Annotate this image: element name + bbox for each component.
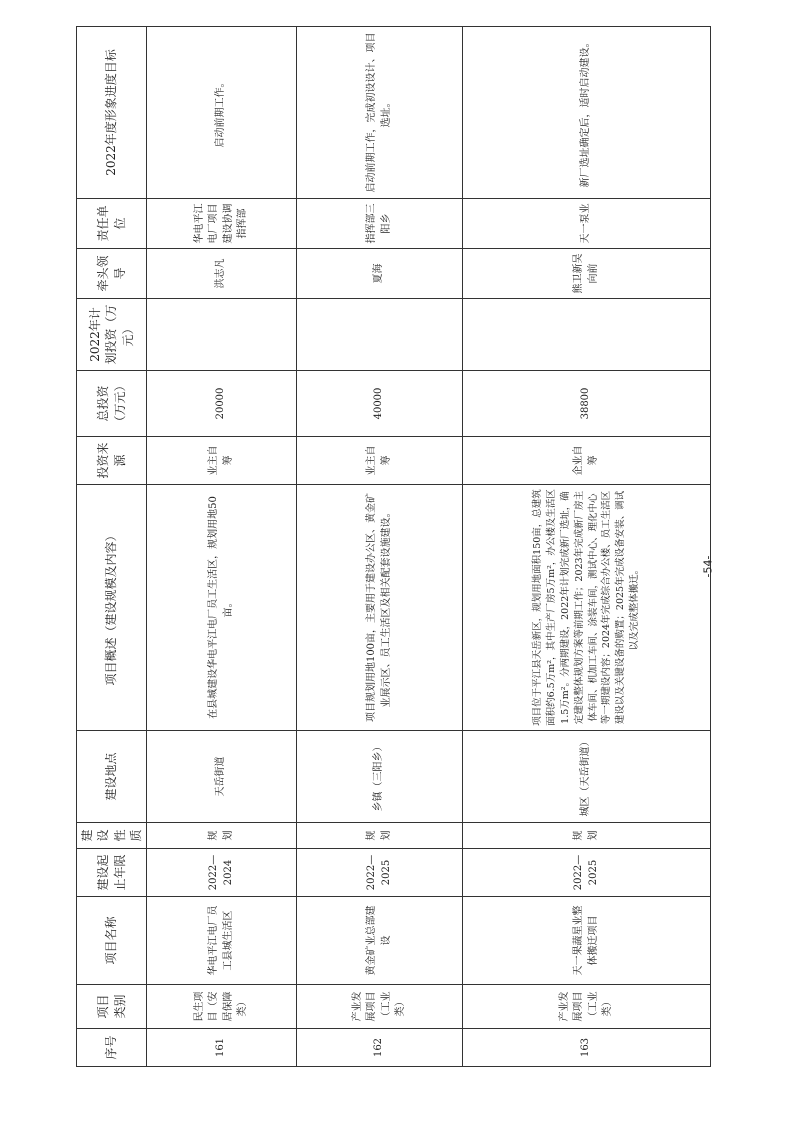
header-source: 投资来源 bbox=[77, 437, 147, 485]
cell-nature: 规划 bbox=[147, 823, 297, 849]
cell-total: 38800 bbox=[463, 371, 711, 437]
header-seq: 序号 bbox=[77, 1029, 147, 1067]
cell-location: 城区（天岳街道） bbox=[463, 731, 711, 823]
table-row bbox=[147, 27, 297, 1067]
cell-unit: 华电平江电厂项目建设协调指挥部 bbox=[147, 199, 297, 249]
header-target: 2022年度形象进度目标 bbox=[77, 27, 147, 199]
project-table bbox=[76, 26, 711, 1067]
cell-category: 产业发展项目（工业类） bbox=[297, 985, 463, 1029]
cell-location: 天岳街道 bbox=[147, 731, 297, 823]
cell-plan2022 bbox=[463, 299, 711, 371]
cell-category: 产业发展项目（工业类） bbox=[463, 985, 711, 1029]
cell-plan2022 bbox=[147, 299, 297, 371]
cell-category: 民生项目（安居保障类） bbox=[147, 985, 297, 1029]
cell-period: 2022—2025 bbox=[297, 849, 463, 897]
header-plan2022: 2022年计划投资（万元） bbox=[77, 299, 147, 371]
cell-target: 启动前期工作，完成初设设计、项目选址。 bbox=[297, 27, 463, 199]
table-row bbox=[297, 27, 463, 1067]
header-unit: 责任单位 bbox=[77, 199, 147, 249]
cell-source: 企业自筹 bbox=[463, 437, 711, 485]
cell-period: 2022—2025 bbox=[463, 849, 711, 897]
page-number: -54- bbox=[701, 555, 715, 578]
cell-nature: 规划 bbox=[463, 823, 711, 849]
cell-unit: 指挥部三阳乡 bbox=[297, 199, 463, 249]
header-overview: 项目概述（建设规模及内容） bbox=[77, 485, 147, 731]
header-location: 建设地点 bbox=[77, 731, 147, 823]
cell-leader: 夏海 bbox=[297, 249, 463, 299]
cell-total: 20000 bbox=[147, 371, 297, 437]
cell-unit: 天一泵业 bbox=[463, 199, 711, 249]
cell-overview: 项目位于平江县天岳新区，规划用地面积150亩，总建筑面积约6.5万m²，其中生产厂房5万m²，办公楼及生活区1.5万m²。分两期建设，2022年计划完成新厂选址，确定建设整体规划方案等前期工作；2023年完成新厂房主体车间、机加工车间、涂装车间，测试中心、理化中心等一期建设内容；2024年完成综合办公楼、员工生活区建设以及关键设备的购置；2025年完成设备安装、调试以及完成整体搬迁。 bbox=[463, 485, 711, 731]
table-row bbox=[463, 27, 711, 1067]
cell-leader: 洪志凡 bbox=[147, 249, 297, 299]
cell-name: 华电平江电厂员工县城生活区 bbox=[147, 897, 297, 985]
header-name: 项目名称 bbox=[77, 897, 147, 985]
cell-seq: 162 bbox=[297, 1029, 463, 1067]
cell-period: 2022—2024 bbox=[147, 849, 297, 897]
rotated-table-wrapper bbox=[76, 32, 710, 1067]
cell-name: 天一果蔬星业整体搬迁项目 bbox=[463, 897, 711, 985]
header-leader: 牵头领导 bbox=[77, 249, 147, 299]
cell-overview: 在县城建设华电平江电厂员工生活区，规划用地50亩。 bbox=[147, 485, 297, 731]
cell-leader: 熊卫新吴向前 bbox=[463, 249, 711, 299]
cell-source: 业主自筹 bbox=[297, 437, 463, 485]
cell-seq: 161 bbox=[147, 1029, 297, 1067]
header-category: 项目类别 bbox=[77, 985, 147, 1029]
header-period: 建设起止年限 bbox=[77, 849, 147, 897]
cell-target: 启动前期工作。 bbox=[147, 27, 297, 199]
cell-location: 乡镇（三阳乡） bbox=[297, 731, 463, 823]
table-header-row bbox=[77, 27, 147, 1067]
cell-name: 黄金矿业总部建设 bbox=[297, 897, 463, 985]
cell-nature: 规划 bbox=[297, 823, 463, 849]
cell-target: 新厂选址确定后，适时启动建设。 bbox=[463, 27, 711, 199]
cell-total: 40000 bbox=[297, 371, 463, 437]
cell-overview: 项目规划用地100亩，主要用于建设办公区、黄金矿业展示区、员工生活区及相关配套设施建设。 bbox=[297, 485, 463, 731]
header-nature: 建设性质 bbox=[77, 823, 147, 849]
cell-seq: 163 bbox=[463, 1029, 711, 1067]
cell-source: 业主自筹 bbox=[147, 437, 297, 485]
cell-plan2022 bbox=[297, 299, 463, 371]
header-total: 总投资（万元） bbox=[77, 371, 147, 437]
